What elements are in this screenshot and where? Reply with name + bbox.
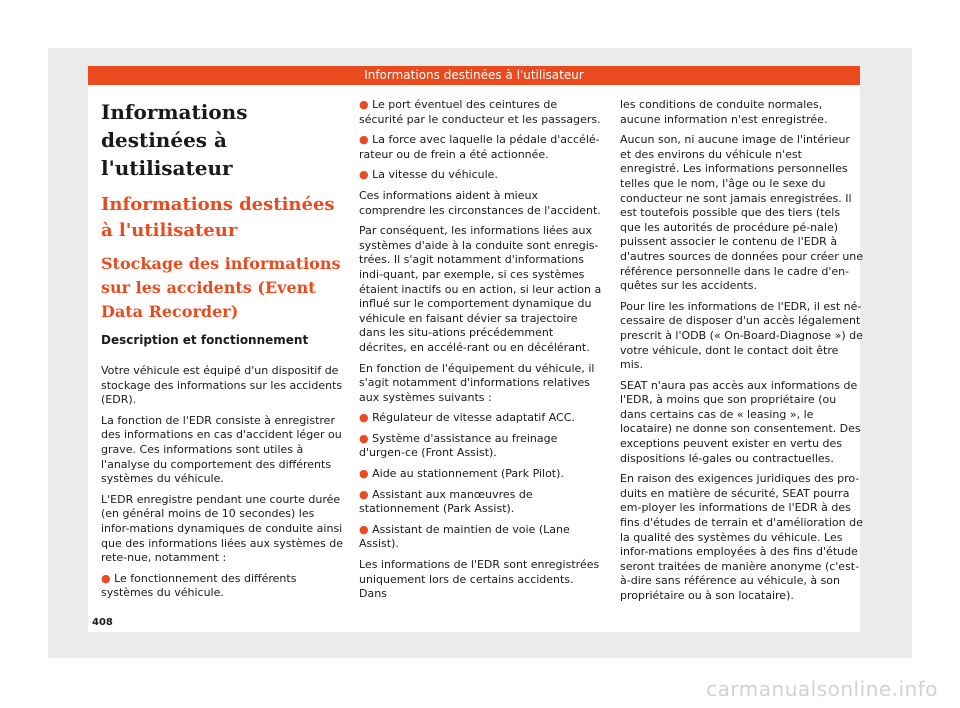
paragraph: Par conséquent, les informations liées aux systèmes d'aide à la conduite sont enregis-trées. Il s'agit notamment d'informations indi-quant, par exemple, si ces systèmes étaient inactifs ou en action, si leur action a influé sur le comportement dynamique du véhicule en faisant dévier sa trajectoire dans les situ-ations précédemment décrites, en accélé-rant ou en décélérant. xyxy=(359,224,602,354)
bullet-item xyxy=(359,168,603,183)
bullet-text: Aide au stationnement (Park Pilot). xyxy=(372,467,564,481)
paragraph: Ces informations aident à mieux comprendre les circonstances de l'accident. xyxy=(359,188,601,217)
bullet-item xyxy=(359,98,603,127)
paragraph: Votre véhicule est équipé d'un dispositif de stockage des informations sur les accidents (EDR). xyxy=(101,364,343,407)
paragraph: Pour lire les informations de l'EDR, il est né-cessaire de disposer d'un accès légalement prescrit à l'ODB (« On-Board-Diagnose ») de votre véhicule, dont le contact doit être mis. xyxy=(620,299,863,372)
column-3 xyxy=(620,98,864,610)
bullet-text: Assistant aux manœuvres de stationnement (Park Assist). xyxy=(359,487,533,516)
bullet-icon: ● xyxy=(359,133,369,147)
bullet-icon: ● xyxy=(359,168,369,182)
bullet-text: Système d'assistance au freinage d'urgen-ce (Front Assist). xyxy=(359,431,558,460)
bullet-icon: ● xyxy=(359,487,369,501)
subsection-title: Informations destinées à l'utilisateur xyxy=(101,194,335,241)
topic-title: Stockage des informations sur les accidents (Event Data Recorder) xyxy=(101,254,341,321)
paragraph: En raison des exigences juridiques des pro-duits en matière de sécurité, SEAT pourra em-ployer les informations de l'EDR à des fins d'études de terrain et d'amélioration de la qualité des systèmes du véhicule. Les infor-mations employées à des fins d'étude seront traitées de manière anonyme (c'est-à-dire sans référence au véhicule, à son propriétaire ou à son locataire). xyxy=(620,472,863,602)
paragraph: En fonction de l'équipement du véhicule, il s'agit notamment d'informations relatives aux systèmes suivants : xyxy=(359,361,595,404)
paragraph: L'EDR enregistre pendant une courte durée (en général moins de 10 secondes) les infor-mations dynamiques de conduite ainsi que des informations liées aux systèmes de rete-nue, notamment : xyxy=(101,492,344,565)
bullet-item xyxy=(359,488,603,517)
paragraph: SEAT n'aura pas accès aux informations de l'EDR, à moins que son propriétaire (ou dans certains cas de « leasing », le locataire) ne donne son consentement. Des exceptions peuvent exister en vertu des dispositions lé-gales ou contractuelles. xyxy=(620,378,861,465)
bullet-icon: ● xyxy=(359,467,369,481)
bullet-item xyxy=(359,133,603,162)
bullet-text: Régulateur de vitesse adaptatif ACC. xyxy=(372,411,575,425)
bullet-icon: ● xyxy=(359,411,369,425)
bullet-icon: ● xyxy=(101,571,111,585)
bullet-icon: ● xyxy=(359,98,369,111)
watermark: carmanualsonline.info xyxy=(706,677,938,701)
bullet-icon: ● xyxy=(359,522,369,536)
column-2 xyxy=(359,98,603,608)
bullet-text: Le port éventuel des ceintures de sécurité par le conducteur et les passagers. xyxy=(359,98,601,126)
paragraph: La fonction de l'EDR consiste à enregistrer des informations en cas d'accident léger ou grave. Ces informations sont utiles à l'analyse du comportement des différents systèmes du véhicule. xyxy=(101,413,342,486)
bullet-text: La vitesse du véhicule. xyxy=(372,168,498,182)
paragraph: les conditions de conduite normales, aucune information n'est enregistrée. xyxy=(620,98,828,126)
column-1 xyxy=(101,98,345,607)
bullet-icon: ● xyxy=(359,431,369,445)
bullet-text: Assistant de maintien de voie (Lane Assist). xyxy=(359,522,570,551)
bullet-text: Le fonctionnement des différents systèmes du véhicule. xyxy=(101,571,297,600)
bullet-item xyxy=(101,572,345,601)
topic-subtitle: Description et fonctionnement xyxy=(101,333,309,347)
bullet-text: La force avec laquelle la pédale d'accélé-rateur ou de frein a été actionnée. xyxy=(359,133,600,161)
bullet-item xyxy=(359,467,603,482)
bullet-item xyxy=(359,432,603,461)
paragraph: Aucun son, ni aucune image de l'intérieur et des environs du véhicule n'est enregistré. Les informations personnelles telles que le nom, l'âge ou le sexe du conducteur ne sont jamais enregistrées. Il est toutefois possible que des tiers (tels que les autorités de procédure pé-nale) puissent associer le contenu de l'EDR à d'autres sources de données pour créer une référence personnelle dans le cadre d'en-quêtes sur les accidents. xyxy=(620,133,864,293)
section-title: Informations destinées à l'utilisateur xyxy=(101,100,248,180)
running-header: Informations destinées à l'utilisateur xyxy=(88,66,860,85)
bullet-item xyxy=(359,523,603,552)
bullet-item xyxy=(359,411,603,426)
paragraph: Les informations de l'EDR sont enregistrées uniquement lors de certains accidents. Dans xyxy=(359,558,600,601)
page-number: 408 xyxy=(92,617,113,628)
